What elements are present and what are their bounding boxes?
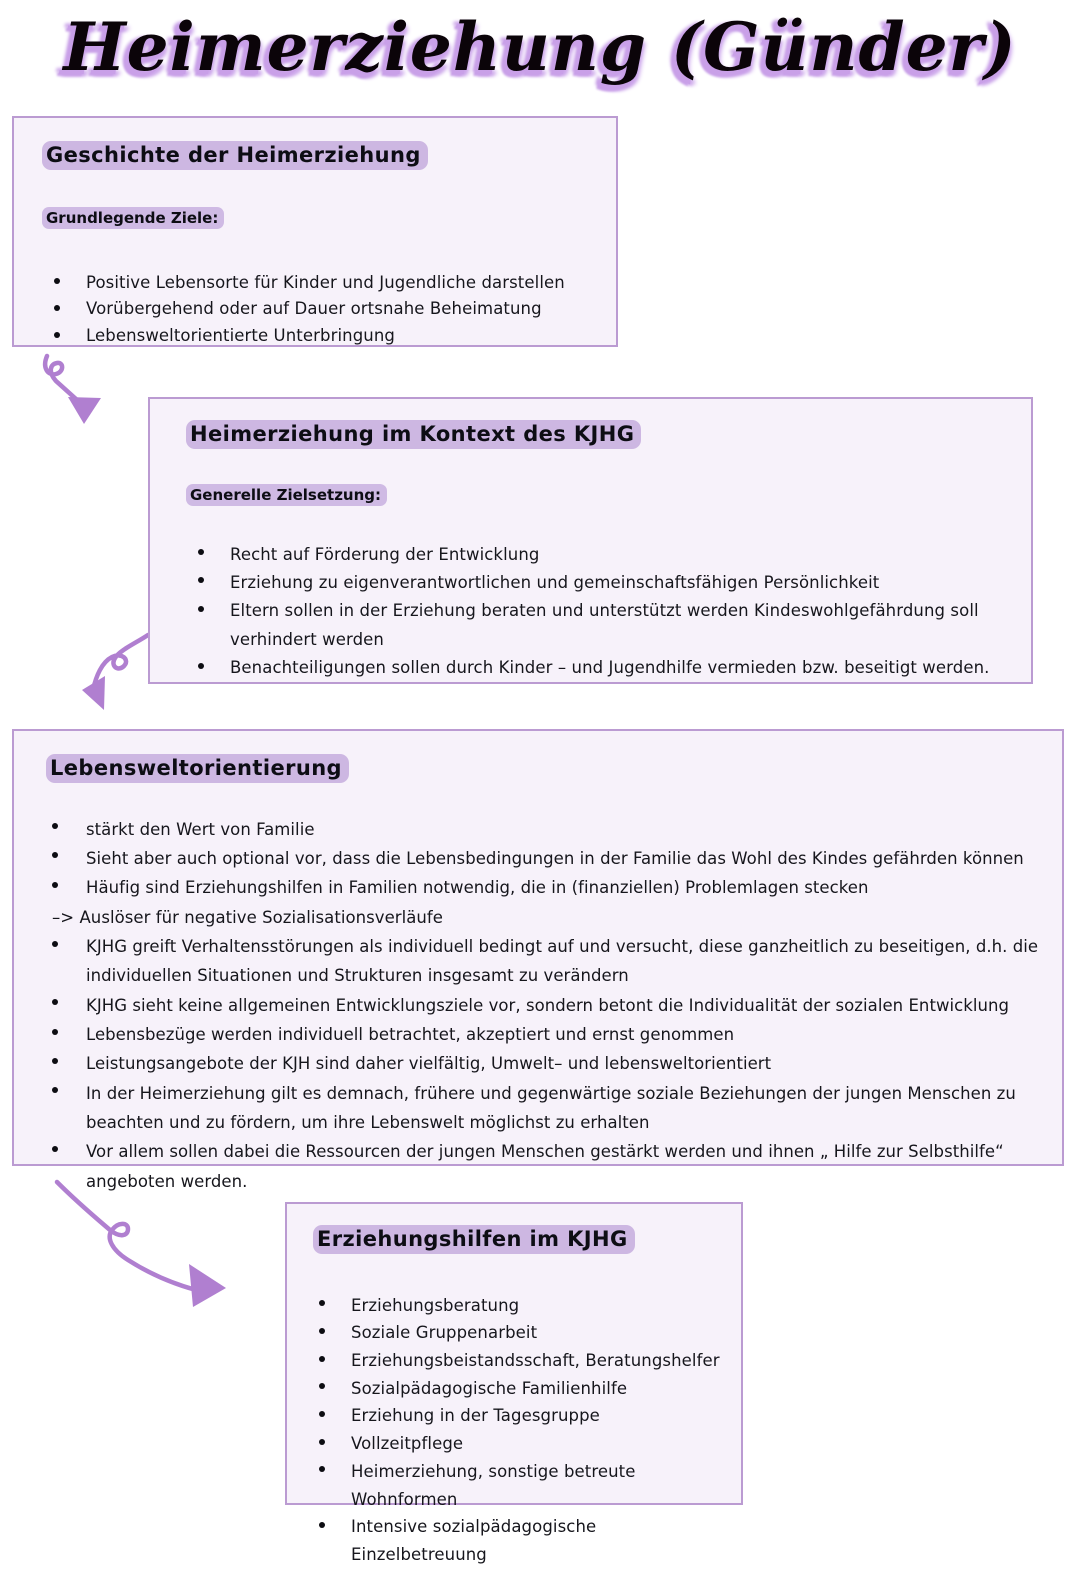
arrow-geschichte-to-kontext [45,356,101,424]
bullet-dot-icon [52,1058,58,1064]
list-item [319,1513,723,1568]
section-heimerziehung-im-kontext-des-kjhg [148,397,1033,684]
list-item-text: Vollzeitpflege [351,1434,464,1454]
section-heading: Erziehungshilfen im KJHG [313,1225,635,1254]
bullet-dot-icon [54,305,60,311]
list-item [319,1319,723,1347]
section-geschichte-der-heimerziehung [12,116,618,347]
list-item-text: –> Auslöser für negative Sozialisationsverläufe [52,907,443,927]
list-item [319,1292,723,1320]
list-item-arrow-note [52,903,1040,932]
list-item-text: Vor allem sollen dabei die Ressourcen der jungen Menschen gestärkt werden und ihnen „ Hilfe zur Selbsthilfe“ angeboten werden. [86,1142,1004,1191]
list-item-text: In der Heimerziehung gilt es demnach, frühere und gegenwärtige soziale Beziehungen der jungen Menschen zu beachten und zu fördern, um ihre Lebenswelt möglichst zu erhalten [86,1083,1016,1133]
list-item [198,569,1009,597]
bullet-dot-icon [198,577,204,583]
list-item-text: Erziehungsbeistandsschaft, Beratungshelfer [351,1350,720,1370]
bullet-dot-icon [52,882,58,888]
section-heading-row [186,419,1009,451]
list-item-text: Heimerziehung, sonstige betreute Wohnformen [351,1461,636,1509]
list-item-text: Eltern sollen in der Erziehung beraten und unterstützt werden Kindeswohlgefährdung soll verhindert werden [230,601,979,649]
list-item [319,1402,723,1430]
list-item-text: stärkt den Wert von Familie [86,819,315,839]
bullet-dot-icon [52,941,58,947]
list-item-text: Erziehung zu eigenverantwortlichen und gemeinschaftsfähigen Persönlichkeit [230,572,880,592]
bullet-dot-icon [52,1029,58,1035]
list-item [52,844,1040,873]
section-heading-row [46,753,1040,785]
bullet-dot-icon [52,1146,58,1152]
list-item-text: Lebensweltorientierte Unterbringung [86,325,395,345]
list-item-text: Erziehung in der Tagesgruppe [351,1406,600,1426]
list-item-text: KJHG sieht keine allgemeinen Entwicklungsziele vor, sondern betont die Individualität der sozialen Entwicklung [86,995,1010,1015]
list-item-text: Häufig sind Erziehungshilfen in Familien notwendig, die in (finanziellen) Problemlagen stecken [86,878,869,898]
section-subheading: Grundlegende Ziele: [42,207,224,229]
bullet-dot-icon [52,1087,58,1093]
list-item [52,1049,1040,1078]
list-item [319,1375,723,1403]
bullet-dot-icon [54,332,60,338]
list-item [198,541,1009,569]
list-item-text: Positive Lebensorte für Kinder und Jugendliche darstellen [86,272,565,292]
list-item [52,932,1040,991]
section-subheading: Generelle Zielsetzung: [186,484,387,506]
list-item [54,323,592,350]
bullet-dot-icon [319,1439,325,1445]
bullet-list-erziehungshilfen [319,1292,723,1569]
list-item-text: Intensive sozialpädagogische Einzelbetreuung [351,1517,597,1564]
list-item-text: Erziehungsberatung [351,1295,520,1315]
section-lebensweltorientierung [12,729,1064,1191]
section-heading: Lebensweltorientierung [46,754,349,783]
section-heading-row [313,1224,723,1256]
bullet-dot-icon [52,999,58,1005]
list-item-text: KJHG greift Verhaltensstörungen als individuell bedingt auf und versucht, diese ganzheitlich zu beseitigen, d.h. die individuellen Situationen und Strukturen insgesamt zu verändern [86,936,1039,986]
list-item [319,1347,723,1375]
bullet-list-geschichte [54,270,592,350]
list-item [52,815,1040,844]
bullet-dot-icon [319,1383,325,1389]
bullet-dot-icon [52,852,58,858]
list-item [54,270,592,297]
list-item [54,296,592,323]
list-item-text: Sieht aber auch optional vor, dass die Lebensbedingungen in der Familie das Wohl des Kindes gefährden können [86,848,1024,868]
list-item [319,1458,723,1513]
list-item-text: Benachteiligungen sollen durch Kinder – und Jugendhilfe vermieden bzw. beseitigt werden. [230,658,990,677]
section-heading: Heimerziehung im Kontext des KJHG [186,420,641,449]
bullet-dot-icon [198,663,204,669]
list-item-text: Soziale Gruppenarbeit [351,1323,538,1343]
list-item-text: Vorübergehend oder auf Dauer ortsnahe Beheimatung [86,299,542,319]
bullet-list-kontext [198,541,1009,683]
list-item [52,1079,1040,1138]
section-subheading-row [42,206,592,230]
list-item [52,1137,1040,1196]
bullet-dot-icon [198,549,204,555]
list-item-text: Recht auf Förderung der Entwicklung [230,544,540,564]
list-item [52,873,1040,902]
list-item-text: Lebensbezüge werden individuell betrachtet, akzeptiert und ernst genommen [86,1025,735,1045]
bullet-dot-icon [319,1466,325,1472]
list-item-text: Sozialpädagogische Familienhilfe [351,1378,628,1398]
bullet-dot-icon [319,1411,325,1417]
bullet-dot-icon [198,606,204,612]
bullet-dot-icon [52,823,58,829]
bullet-list-lebensweltorientierung [52,815,1040,1197]
list-item [319,1430,723,1458]
list-item-text: Leistungsangebote der KJH sind daher vielfältig, Umwelt– und lebensweltorientiert [86,1054,772,1074]
bullet-dot-icon [319,1328,325,1334]
section-erziehungshilfen-im-kjhg [285,1202,743,1564]
list-item [52,991,1040,1020]
bullet-dot-icon [319,1300,325,1306]
section-subheading-row [186,483,1009,507]
bullet-dot-icon [319,1356,325,1362]
list-item [52,1020,1040,1049]
page-title: Heimerziehung (Günder) [63,8,1017,86]
section-heading: Geschichte der Heimerziehung [42,141,428,170]
arrow-kontext-to-lebensweltorientierung [82,635,148,710]
section-heading-row [42,140,592,172]
list-item [198,597,1009,654]
list-item [198,654,1009,682]
bullet-dot-icon [54,278,60,284]
